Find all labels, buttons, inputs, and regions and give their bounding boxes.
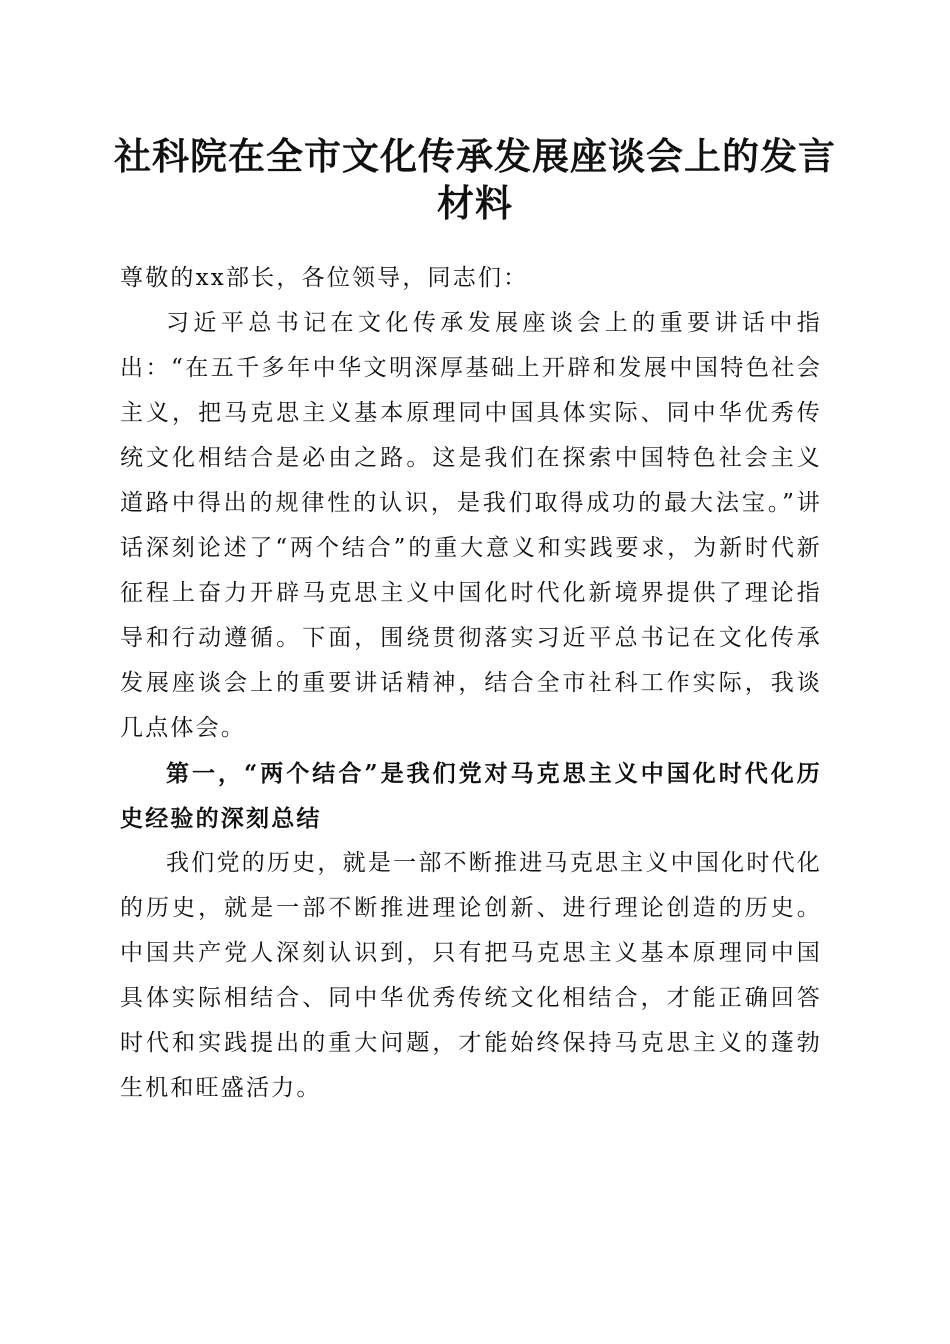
section-heading: 第一，“两个结合”是我们党对马克思主义中国化时代化历史经验的深刻总结 (120, 760, 822, 832)
intro-paragraph: 习近平总书记在文化传承发展座谈会上的重要讲话中指出：“在五千多年中华文明深厚基础上开辟和发展中国特色社会主义，把马克思主义基本原理同中国具体实际、同中华优秀传统文化相结合是必由之路。这是我们在探索中国特色社会主义道路中得出的规律性的认识，是我们取得成功的最大法宝。”讲话深刻论述了“两个结合”的重大意义和实践要求，为新时代新征程上奋力开辟马克思主义中国化时代化新境界提供了理论指导和行动遵循。下面，围绕贯彻落实习近平总书记在文化传承发展座谈会上的重要讲话精神，结合全市社科工作实际，我谈几点体会。 (120, 310, 822, 741)
document-body (120, 256, 822, 1111)
document-title: 社科院在全市文化传承发展座谈会上的发言材料 (114, 134, 836, 225)
section-paragraph: 我们党的历史，就是一部不断推进马克思主义中国化时代化的历史，就是一部不断推进理论创新、进行理论创造的历史。中国共产党人深刻认识到，只有把马克思主义基本原理同中国具体实际相结合、同中华优秀传统文化相结合，才能正确回答时代和实践提出的重大问题，才能始终保持马克思主义的蓬勃生机和旺盛活力。 (120, 850, 822, 1101)
salutation: 尊敬的xx部长，各位领导，同志们： (120, 265, 529, 291)
